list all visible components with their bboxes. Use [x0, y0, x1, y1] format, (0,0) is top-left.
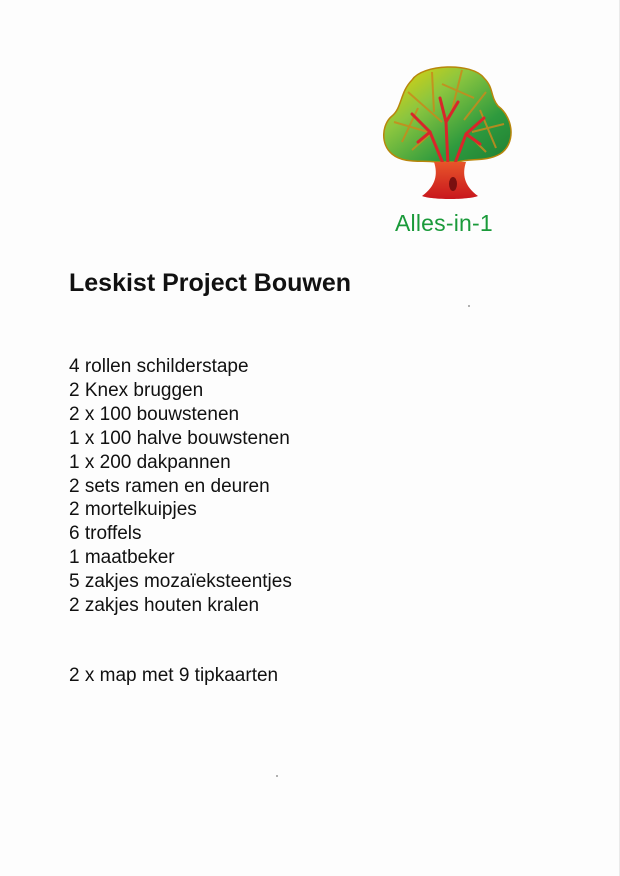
brand-name: Alles-in-1: [395, 210, 493, 236]
list-item: 2 zakjes houten kralen: [69, 595, 260, 617]
list-item: 6 troffels: [69, 523, 142, 545]
document-title: Leskist Project Bouwen: [69, 269, 352, 297]
list-item: 1 maatbeker: [69, 547, 175, 569]
list-item: 1 x 200 dakpannen: [69, 451, 231, 473]
tree-icon: [382, 62, 518, 212]
list-item: 1 x 100 halve bouwstenen: [69, 427, 290, 449]
list-item: 2 mortelkuipjes: [69, 499, 197, 521]
paper-speck: [468, 305, 470, 307]
materials-list: [69, 355, 292, 618]
list-item: 2 sets ramen en deuren: [69, 475, 270, 497]
paper-speck: [276, 775, 278, 777]
list-item: 2 x 100 bouwstenen: [69, 403, 240, 425]
list-item: 4 rollen schilderstape: [69, 356, 249, 377]
tip-cards-item: 2 x map met 9 tipkaarten: [69, 665, 279, 686]
list-item: 2 Knex bruggen: [69, 379, 204, 401]
list-item: 5 zakjes mozaïeksteentjes: [69, 571, 292, 593]
